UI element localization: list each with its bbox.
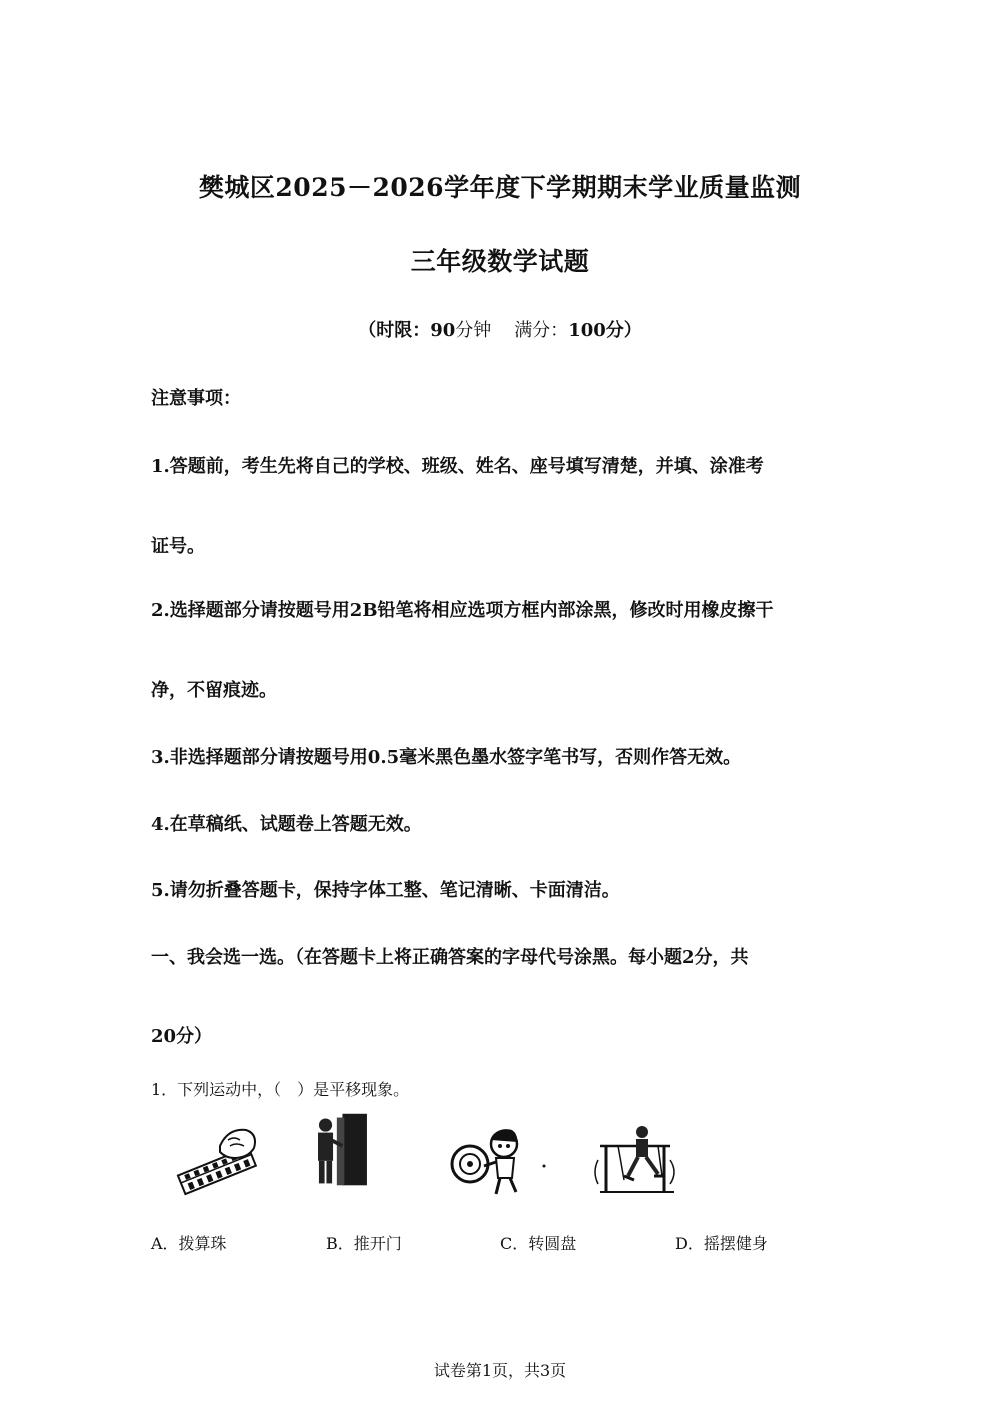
disc-illustration [448,1120,548,1200]
swing-fitness-illustration [594,1120,694,1200]
time-limit-unit: 分钟 [455,320,492,341]
section1-heading-cont: 20分） [151,1026,213,1047]
note-line: 4.在草稿纸、试题卷上答题无效。 [151,814,422,835]
option-b: B．推开门 [326,1234,402,1253]
page-footer: 试卷第1页，共3页 [433,1361,567,1380]
notes-heading: 注意事项： [151,388,241,409]
score-value: 100 [568,320,606,341]
option-d: D．摇摆健身 [675,1234,768,1253]
time-limit-value: 90 [430,320,456,341]
note-line: 净，不留痕迹。 [151,680,277,701]
note-line: 2.选择题部分请按题号用2B铅笔将相应选项方框内部涂黑，修改时用橡皮擦干 [151,600,774,621]
note-line: 3.非选择题部分请按题号用0.5毫米黑色墨水签字笔书写，否则作答无效。 [151,747,742,768]
abacus-illustration [168,1118,268,1198]
score-label: 满分： [514,320,569,341]
exam-title: 樊城区2025－2026学年度下学期期末学业质量监测 [198,173,802,202]
exam-subtitle: 三年级数学试题 [410,247,590,276]
section1-heading: 一、我会选一选。（在答题卡上将正确答案的字母代号涂黑。每小题2分，共 [151,947,749,968]
note-line: 证号。 [151,536,205,557]
note-line: 5.请勿折叠答题卡，保持字体工整、笔记清晰、卡面清洁。 [151,880,620,901]
door-illustration [300,1110,400,1190]
option-c: C．转圆盘 [500,1234,577,1253]
question-1-text: 1．下列运动中，（ ）是平移现象。 [151,1080,410,1099]
note-line: 1.答题前，考生先将自己的学校、班级、姓名、座号填写清楚，并填、涂准考 [151,456,764,477]
time-limit-label: （时限： [358,320,431,341]
option-a: A．拨算珠 [151,1234,227,1253]
exam-meta [0,316,1000,342]
score-unit: 分） [605,320,642,341]
